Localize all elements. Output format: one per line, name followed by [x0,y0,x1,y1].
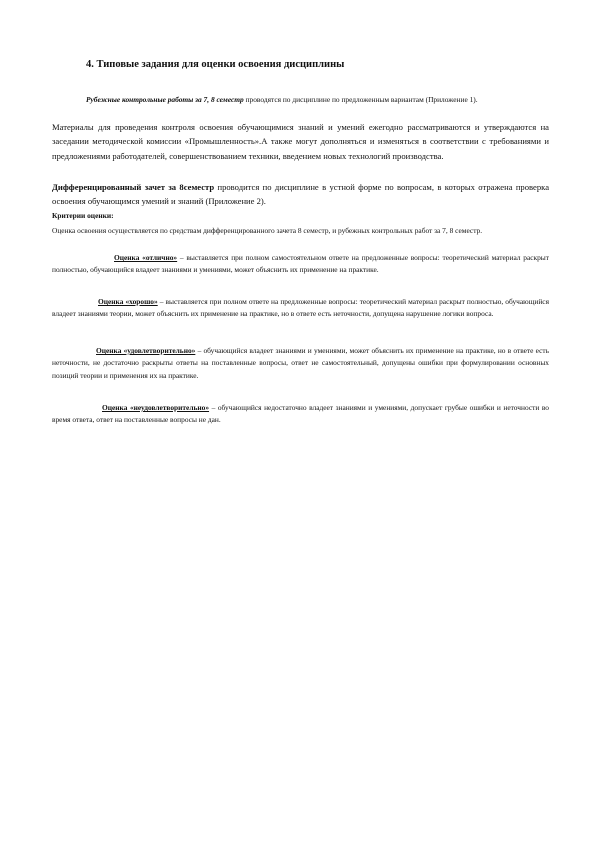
credit-text: проводится по дисциплине в устной форме по вопросам, в которых отражена проверка освоения обучающимся умений и знаний (Приложение 2). [52,182,550,207]
grade-excellent-label: Оценка «отлично» [114,253,178,262]
grade-excellent-text: – выставляется при полном самостоятельном ответе на предложенные вопросы: теоретический материал раскрыт полностью, обучающийся владеет знаниями и умениями, может объяснить их применение на практике. [52,253,549,275]
paragraph-midterm-tests [86,94,548,106]
midterm-tests-text: проводятся по дисциплине по предложенным вариантам (Приложение 1). [243,95,478,104]
grade-excellent [52,252,549,277]
grade-satisfactory-text: – обучающийся владеет знаниями и умениями, может объяснить их применение на практике, но в ответе есть неточности, не достаточно раскрыты ответы на поставленные вопросы, ответ не самостоятельный, допущены ошибки при формулировании основных позиций теории и применения их на практике. [52,346,550,380]
credit-title: Дифференцированный зачет за 8семестр [52,182,215,192]
grade-good [52,296,549,321]
grade-good-text: – выставляется при полном ответе на предложенные вопросы: теоретический материал раскрыт полностью, обучающийся владеет знаниями теории, может объяснить их применение на практике, но в ответе есть неточности, допущена нарушение логики вопроса. [52,297,549,319]
paragraph-assessment: Оценка освоения осуществляется по средствам дифференцированного зачета 8 семестр, и рубежных контрольных работ за 7, 8 семестр. [52,226,483,235]
grade-unsatisfactory-text: – обучающийся недостаточно владеет знаниями и умениями, допускает грубые ошибки и неточности во время ответа, ответ на поставленные вопросы не дан. [52,403,549,425]
midterm-tests-title: Рубежные контрольные работы за 7, 8 семестр [86,95,244,104]
grade-good-label: Оценка «хорошо» [98,297,158,306]
paragraph-materials: Материалы для проведения контроля освоения обучающимися знаний и умений ежегодно рассматриваются и утверждаются на заседании методической комиссии «Промышленность».А также могут дополняться и изменяться в соответствии с требованиями и предложениями работодателей, совершенствованием техники, введением новых технологий производства. [52,122,549,161]
grade-satisfactory-label: Оценка «удовлетворительно» [96,346,196,355]
section-heading: 4. Типовые задания для оценки освоения дисциплины [86,59,345,70]
criteria-label: Критерии оценки: [52,211,114,220]
grade-satisfactory [52,345,549,382]
grade-unsatisfactory [52,402,549,427]
grade-unsatisfactory-label: Оценка «неудовлетворительно» [102,403,210,412]
paragraph-credit [52,180,549,209]
